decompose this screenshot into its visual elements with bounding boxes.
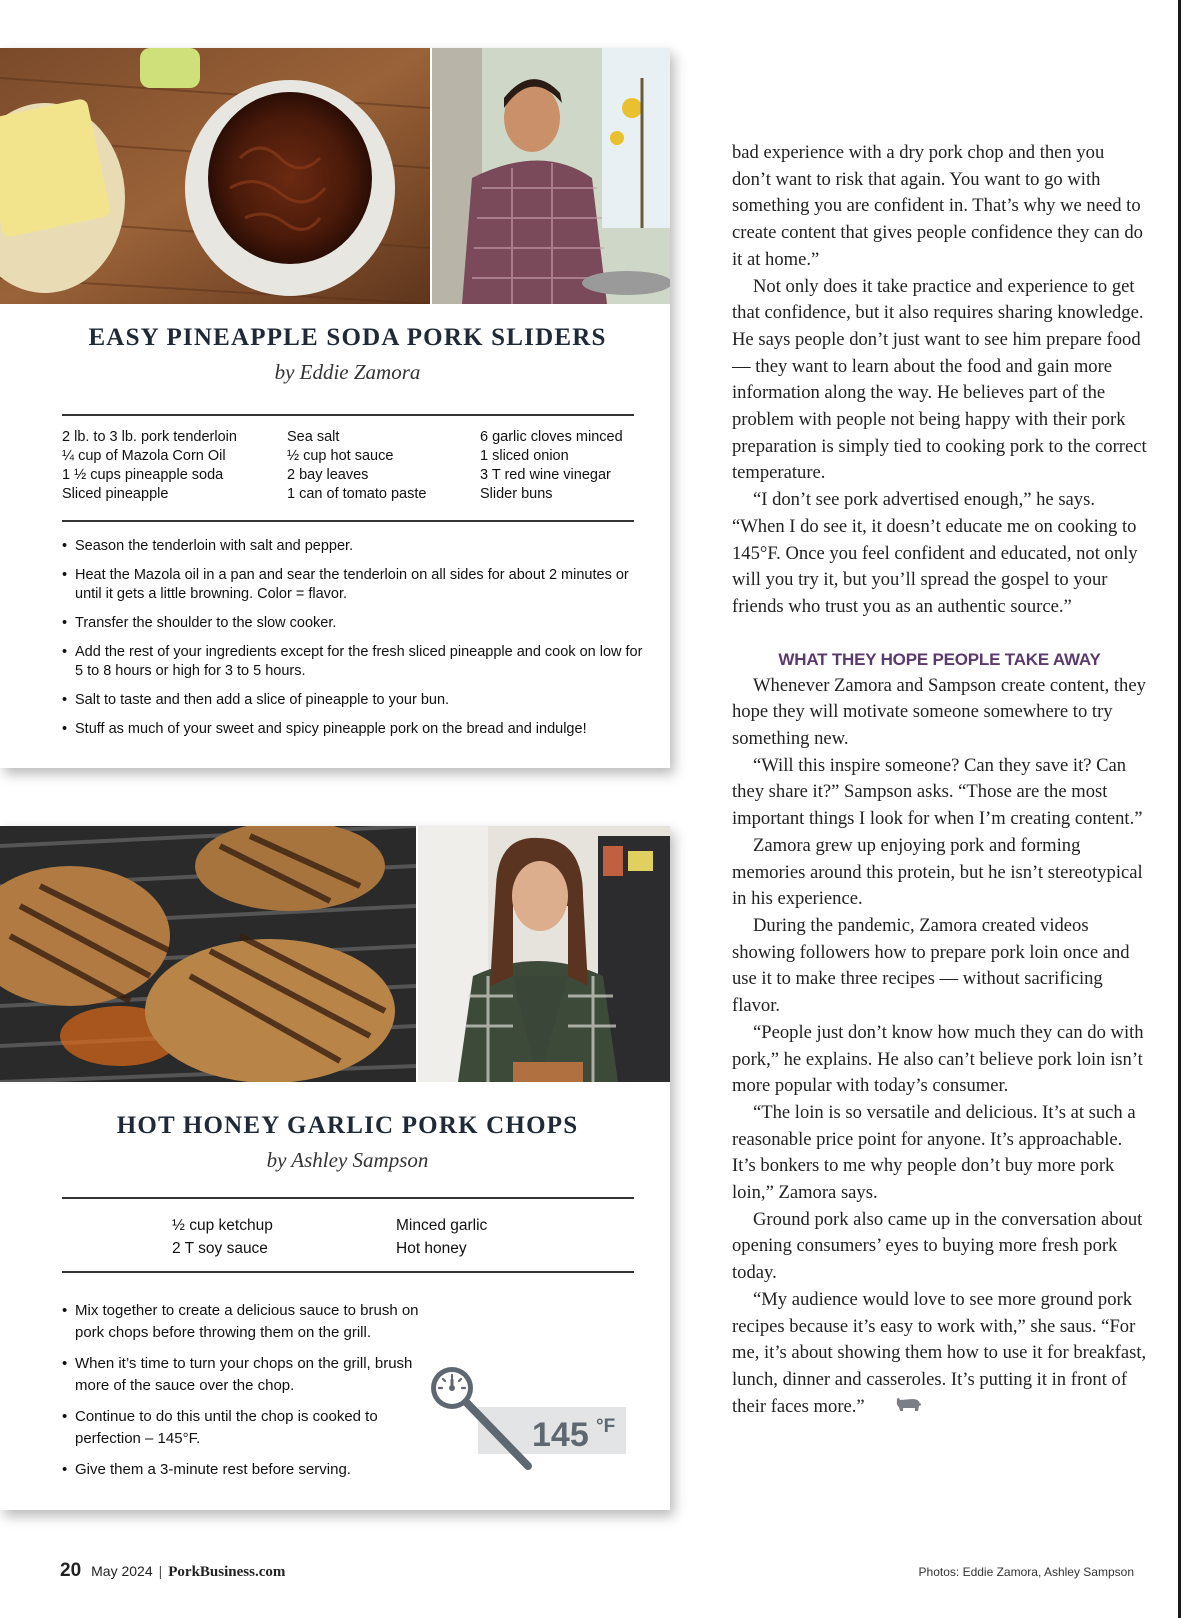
ingredient: 2 bay leaves [287, 467, 369, 483]
ingredient: 1 sliced onion [480, 448, 569, 464]
ingredient: ¼ cup of Mazola Corn Oil [62, 448, 226, 464]
ingredient: 2 lb. to 3 lb. pork tenderloin [62, 429, 237, 445]
ingredients-column-3 [480, 428, 623, 504]
step: • Stuff as much of your sweet and spicy pineapple pork on the bread and indulge! [62, 720, 652, 739]
ingredients-column-2 [396, 1214, 487, 1260]
footer-separator: | [158, 1563, 163, 1579]
article-paragraph-text: “My audience would love to see more ground pork recipes because it’s easy to work with,” she saus. “For me, it’s about showing them how to use it for breakfast, lunch, dinner and casseroles. It’s putting it in front of their faces more.” [732, 1288, 1147, 1417]
article-subheading: WHAT THEY HOPE PEOPLE TAKE AWAY [778, 649, 1101, 669]
recipe-steps-pork-chops [62, 1300, 432, 1490]
ingredient: Minced garlic [396, 1217, 488, 1234]
temperature-value: 145 [532, 1416, 589, 1454]
step: • Mix together to create a delicious sauce to brush on pork chops before throwing them on the grill. [62, 1300, 432, 1344]
site-link[interactable]: PorkBusiness.com [168, 1564, 286, 1580]
ingredient: 6 garlic cloves minced [480, 429, 623, 445]
ingredients-column-1 [172, 1214, 273, 1260]
article-paragraph: “Will this inspire someone? Can they save it? Can they share it?” Sampson asks. “Those are the most important things I look for when I’m creating content.” [732, 754, 1143, 830]
ingredient: 1 can of tomato paste [287, 486, 427, 502]
article-paragraph: Whenever Zamora and Sampson create content, they hope they will motivate someone somewhere to try something new. [732, 674, 1146, 750]
thermometer-icon [430, 1366, 630, 1471]
recipe-title: HOT HONEY GARLIC PORK CHOPS [116, 1112, 579, 1139]
ingredient: ½ cup hot sauce [287, 448, 394, 464]
ingredients-column-2 [287, 428, 426, 504]
article-paragraph: “People just don’t know how much they can do with pork,” he explains. He also can’t believe pork loin isn’t more popular with today’s consumer. [732, 1021, 1144, 1097]
step: • Continue to do this until the chop is cooked to perfection – 145°F. [62, 1406, 432, 1450]
article-column [732, 140, 1147, 1421]
step: • Add the rest of your ingredients except for the fresh sliced pineapple and cook on low for 5 to 8 hours or high for 3 to 5 hours. [62, 643, 652, 681]
issue-date: May 2024 [91, 1563, 153, 1579]
article-paragraph: Not only does it take practice and experience to get that confidence, but it also requires sharing knowledge. He says people don’t just want to see him prepare food — they want to learn about the food and gain more information along the way. He believes part of the problem with people not being happy with their pork preparation is simply tied to cooking pork to the correct temperature. [732, 275, 1147, 484]
step: • Transfer the shoulder to the slow cooker. [62, 614, 652, 633]
photo-ashley-sampson-kitchen [418, 826, 670, 1082]
recipe-byline: by Eddie Zamora [274, 360, 421, 384]
divider [62, 1271, 634, 1273]
recipe-byline: by Ashley Sampson [266, 1148, 429, 1172]
ingredients-column-1 [62, 428, 237, 504]
divider [62, 520, 634, 522]
step: • Heat the Mazola oil in a pan and sear the tenderloin on all sides for about 2 minutes or until it gets a little browning. Color = flavor. [62, 566, 652, 604]
temperature-badge [430, 1366, 630, 1476]
step: • Give them a 3-minute rest before serving. [62, 1459, 432, 1481]
article-paragraph: Zamora grew up enjoying pork and forming memories around this protein, but he isn’t stereotypical in his experience. [732, 834, 1143, 910]
ingredient: 1 ½ cups pineapple soda [62, 467, 224, 483]
divider [62, 414, 634, 416]
photo-grilled-pork-chops [0, 826, 416, 1082]
ingredient: 3 T red wine vinegar [480, 467, 611, 483]
ingredient: 2 T soy sauce [172, 1240, 268, 1257]
recipe-title: EASY PINEAPPLE SODA PORK SLIDERS [88, 324, 607, 351]
recipe-steps-sliders [62, 537, 652, 749]
article-paragraph: bad experience with a dry pork chop and then you don’t want to risk that again. You want to go with something you are confident in. That’s why we need to create content that gives people confidence they can do it at home.” [732, 142, 1143, 270]
photo-credits: Photos: Eddie Zamora, Ashley Sampson [918, 1565, 1134, 1579]
article-paragraph-last [732, 1287, 1147, 1421]
article-paragraph: During the pandemic, Zamora created videos showing followers how to prepare pork loin once and use it to make three recipes — without sacrificing flavor. [732, 914, 1130, 1017]
divider [62, 1197, 634, 1199]
page-footer [60, 1560, 285, 1582]
article-paragraph: “The loin is so versatile and delicious. It’s at such a reasonable price point for anyone. It’s approachable. It’s bonkers to me why people don’t buy more pork loin,” Zamora says. [732, 1101, 1136, 1204]
ingredient: ½ cup ketchup [172, 1217, 273, 1234]
photo-eddie-zamora-cooking [432, 48, 670, 304]
article-paragraph: “I don’t see pork advertised enough,” he says. “When I do see it, it doesn’t educate me on cooking to 145°F. Once you feel confident and educated, not only will you try it, but you’ll spread the gospel to your friends who trust you as an authentic source.” [732, 489, 1138, 617]
temperature-unit: °F [596, 1416, 616, 1437]
step: • When it’s time to turn your chops on the grill, brush more of the sauce over the chop. [62, 1353, 432, 1397]
ingredient: Sea salt [287, 429, 340, 445]
ingredient: Hot honey [396, 1240, 467, 1257]
page-edge-rule [1178, 0, 1181, 1618]
pig-icon [873, 1394, 922, 1421]
step: • Season the tenderloin with salt and pepper. [62, 537, 652, 556]
ingredient: Slider buns [480, 486, 553, 502]
photo-pulled-pork-bowl [0, 48, 430, 304]
page-number: 20 [60, 1560, 82, 1581]
ingredient: Sliced pineapple [62, 486, 169, 502]
step: • Salt to taste and then add a slice of pineapple to your bun. [62, 691, 652, 710]
article-paragraph: Ground pork also came up in the conversation about opening consumers’ eyes to buying more fresh pork today. [732, 1208, 1143, 1284]
